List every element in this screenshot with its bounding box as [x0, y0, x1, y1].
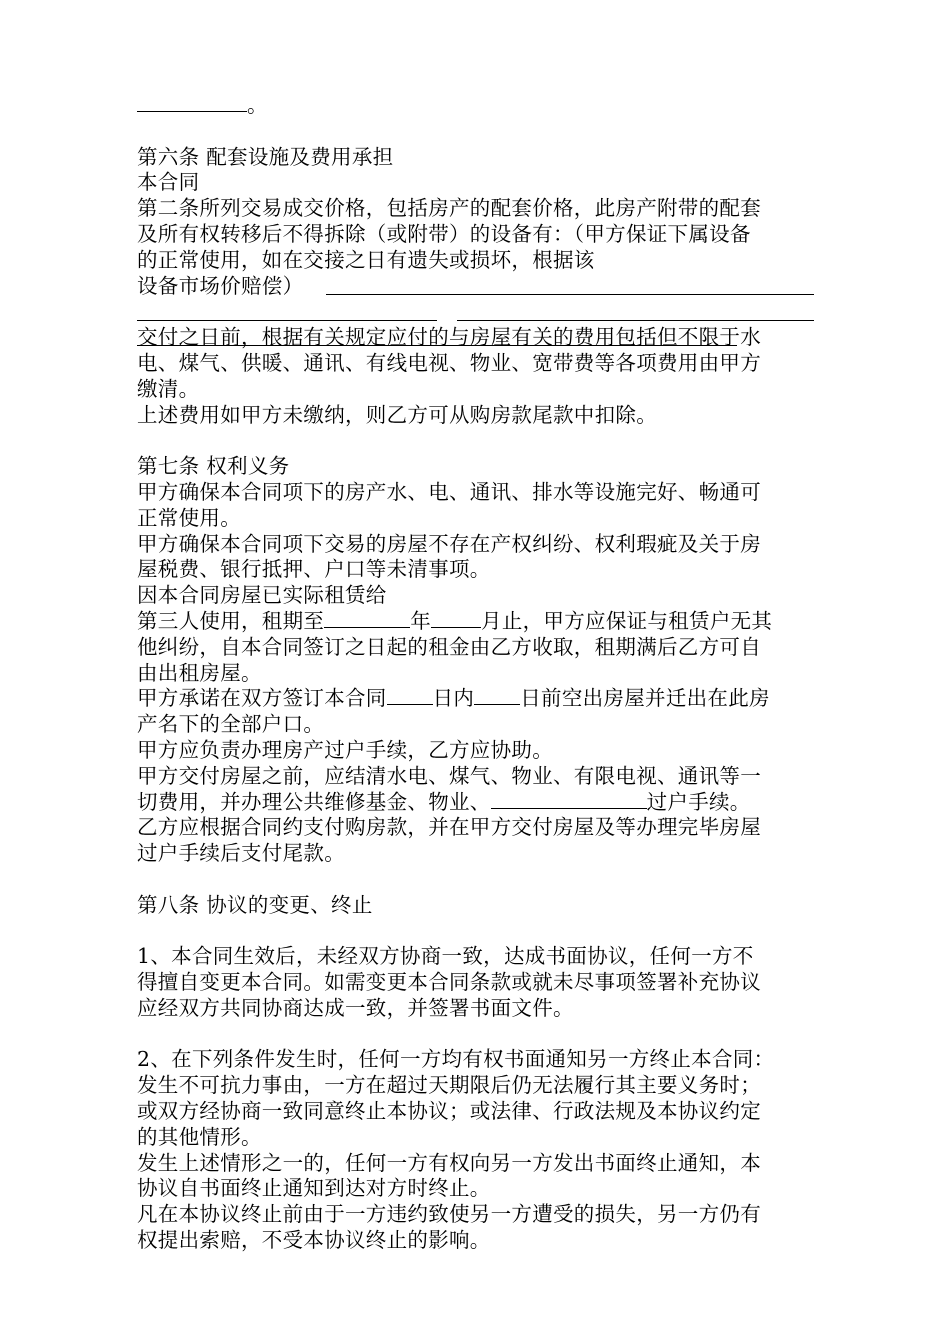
- text-line: 的其他情形。: [137, 1124, 262, 1149]
- text-line: 缴清。: [137, 376, 200, 401]
- text-line: 本合同: [137, 170, 200, 195]
- text-line: 应经双方共同协商达成一致，并签署书面文件。: [137, 995, 574, 1020]
- text-line: 甲方承诺在双方签订本合同 日内 日前空出房屋并迁出在此房: [137, 686, 770, 711]
- section-heading-7: 第七条 权利义务: [137, 454, 290, 479]
- text-line: 产名下的全部户口。: [137, 712, 325, 737]
- text-line: 切费用，并办理公共维修基金、物业、 过户手续。: [137, 789, 751, 814]
- document-body: [137, 93, 817, 1254]
- text-line: 或双方经协商一致同意终止本协议；或法律、行政法规及本协议约定: [137, 1099, 761, 1124]
- text-line: 过户手续后支付尾款。: [137, 841, 345, 866]
- text-line: 电、煤气、供暖、通讯、有线电视、物业、宽带费等各项费用由甲方: [137, 350, 761, 375]
- text-line: 甲方交付房屋之前，应结清水电、煤气、物业、有限电视、通讯等一: [137, 763, 761, 788]
- text-line: 凡在本协议终止前由于一方违约致使另一方遭受的损失，另一方仍有: [137, 1202, 761, 1227]
- text-line: 第三人使用，租期至 年 月止，甲方应保证与租赁户无其: [137, 608, 773, 633]
- text-line: 乙方应根据合同约支付购房款，并在甲方交付房屋及等办理完毕房屋: [137, 815, 761, 840]
- section-heading-6: 第六条 配套设施及费用承担: [137, 144, 394, 169]
- text-line: 发生上述情形之一的，任何一方有权向另一方发出书面终止通知，本: [137, 1150, 761, 1175]
- fill-blank: [474, 686, 520, 705]
- text-line: 因本合同房屋已实际租赁给: [137, 583, 387, 608]
- text-line: 设备市场价赔偿）: [137, 273, 304, 298]
- text-line: 1、本合同生效后，未经双方协商一致，达成书面协议，任何一方不: [137, 944, 754, 969]
- fill-blank: [431, 609, 481, 628]
- text-line: 正常使用。: [137, 505, 241, 530]
- fill-blank: [324, 609, 410, 628]
- text-line: 及所有权转移后不得拆除（或附带）的设备有：（甲方保证下属设备: [137, 221, 751, 246]
- text-line: 交付之日前，根据有关规定应付的与房屋有关的费用包括但不限于水: [137, 325, 761, 350]
- text-line: 。: [137, 93, 817, 119]
- text-line: 第二条所列交易成交价格，包括房产的配套价格，此房产附带的配套: [137, 196, 761, 221]
- text-line: 的正常使用，如在交接之日有遗失或损坏，根据该: [137, 247, 595, 272]
- text-line: 屋税费、银行抵押、户口等未清事项。: [137, 557, 491, 582]
- text-line: 上述费用如甲方未缴纳，则乙方可从购房款尾款中扣除。: [137, 402, 657, 427]
- text-line: 协议自书面终止通知到达对方时终止。: [137, 1176, 491, 1201]
- text-line: 他纠纷，自本合同签订之日起的租金由乙方收取，租期满后乙方可自: [137, 634, 761, 659]
- text-line: 2、在下列条件发生时，任何一方均有权书面通知另一方终止本合同：: [137, 1047, 775, 1072]
- section-heading-8: 第八条 协议的变更、终止: [137, 892, 373, 917]
- fill-blank: [137, 93, 247, 112]
- text-line: 权提出索赔，不受本协议终止的影响。: [137, 1228, 491, 1253]
- fill-blank: [491, 790, 647, 809]
- fill-blank: [387, 686, 433, 705]
- text-line: 由出租房屋。: [137, 660, 262, 685]
- text-line: 发生不可抗力事由，一方在超过天期限后仍无法履行其主要义务时；: [137, 1073, 761, 1098]
- text-line: 甲方应负责办理房产过户手续，乙方应协助。: [137, 737, 553, 762]
- text-line: 甲方确保本合同项下的房产水、电、通讯、排水等设施完好、畅通可: [137, 479, 761, 504]
- text-line: 甲方确保本合同项下交易的房屋不存在产权纠纷、权利瑕疵及关于房: [137, 531, 761, 556]
- text-line: 得擅自变更本合同。如需变更本合同条款或就未尽事项签署补充协议: [137, 970, 761, 995]
